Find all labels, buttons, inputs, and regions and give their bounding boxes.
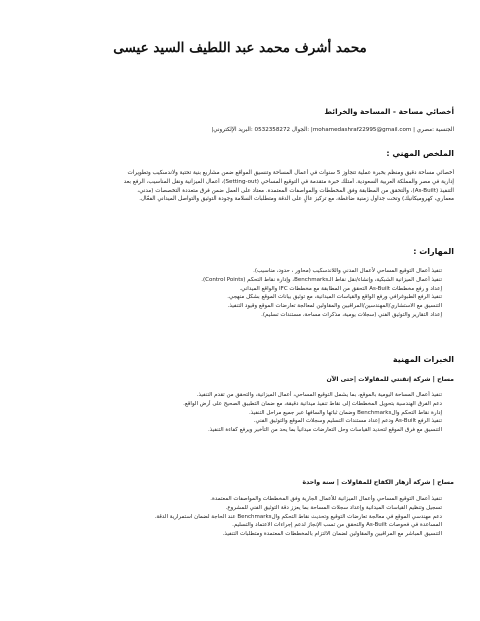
skill-item: تنفيذ أعمال الميزانية الشبكية، وإنشاء/نقل نقاط الـBenchmarks، وإدارة نقاط التحكم (Control Points). [26,276,442,285]
skills-heading-text: المهارات : [413,247,454,256]
job-title [26,107,454,116]
skills-heading [26,247,454,256]
job-1-duties [26,391,454,435]
job-1-title: مساح | شركة إتقنتي للمقاولات |حتى الآن [326,376,454,383]
duty-item: المساعدة في فحوصات As-Built والتحقق من تسب الإنجاز لدعم إجراءات الاعتماد والتسليم. [26,521,442,530]
experience-heading [26,355,454,364]
duty-item: التنسيق مع فرق الموقع لتحديد القياسات وحل التعارضات ميدانياً بما يحد من التأخير ويرفع كفاءة التنفيذ. [26,426,442,435]
skill-item: إعداد و رفع مخططات As-Built التحقق من المطابقة مع مخططات IFC والواقع الميداني. [26,285,442,294]
job-2-title: مساح | شركة أزهار الكفاح للمقاولات | سنة واحدة [302,479,454,486]
summary-line: التنفيذ (As-Built)، والتحقق من المطابقة وفق المخططات والمواصفات المعتمدة. معتاد على العمل ضمن فرق متعددة التخصصات (مدني، [137,187,454,194]
experience-heading-text: الخبرات المهنية [392,355,454,364]
summary-text [26,169,454,204]
summary-line: أخصائي مساحة دقيق ومنظم بخبرة عملية تتجاوز 5 سنوات في أعمال المساحة وتنسيق المواقع ضمن مشاريع بنية تحتية ولاندسكيب وتطويرات [127,170,454,176]
summary-line: إدارية في مصر والمملكة العربية السعودية. أمتلك خبرة متقدمة في التوقيع المساحي (Setting-out)، أعمال الميزانية ونقل المناسيب، الرفع بعد [123,178,454,185]
duty-item: تسجيل وتنظيم القياسات الميدانية وإعداد سجلات المساحة بما يعزز دقة التوثيق الفني للمشروع. [26,504,442,513]
skill-item: التنسيق مع الاستشاري/المهندسين/المراقبين والمقاولين لمعالجة تعارضات الموقع وقيود التنفيذ. [26,302,442,311]
candidate-name: محمد أشرف محمد عبد اللطيف السيد عيسى [113,40,367,56]
job-2 [26,479,454,486]
contact-text: الجنسية :مصري | mohamedashraf22995@gmail.com| :الجوال 0532358272 :البريد الإلكتروني| [211,127,454,133]
duty-item: إدارة نقاط التحكم والBenchmarks وضمان ثباتها والسافها عبر جميع مراحل التنفيذ. [26,409,442,418]
duty-item: تنفيذ الرفع As-Built ودعم إعداد مستندات التسليم وسجلات الموقع والتوثيق الفني. [26,417,442,426]
duty-item: تنفيذ أعمال المساحة اليومية بالموقع، بما يشمل التوقيع المساحي، أعمال الميزانية، والتحقق من تقدم التنفيذ. [26,391,442,400]
skill-item: تنفيذ أعمال التوقيع المساحي لأعمال المدني واللاندسكيب (محاور ، حدود، مناسيب). [26,267,442,276]
duty-item: دعم مهندسي الموقع في معالجة تعارضات التوقيع وتحديث نقاط التحكم والBenchmarks عند الحاجة لضمان استمرارية الدقة. [26,513,442,522]
skill-item: إعداد التقارير والتوثيق الفني (سجلات يومية، مذكرات مساحة، مستندات تسليم). [26,311,442,320]
job-2-duties [26,495,454,539]
summary-line: معماري، كهروميكانيك) وتحت جداول زمنية ضاغطة، مع تركيز عالٍ على الدقة ومتطلبات السلامة وجودة التوثيق والتواصل الميداني الفعّال. [139,196,454,203]
duty-item: التنسيق المباشر مع المراقبين والمقاولين لضمان الالتزام بالمخططات المعتمدة ومتطلبات التنفيذ. [26,530,442,539]
duty-item: دعم الفرق الهندسية بتحويل المخططات إلى نقاط تنفيذ ميدانية دقيقة، مع ضمان التطبيق الصحيح على أرض الواقع. [26,400,442,409]
summary-heading [26,149,454,158]
job-1 [26,376,454,383]
job-title-text: أخصائي مساحة - المساحة والخرائط [324,107,454,116]
summary-heading-text: الملخص المهني : [386,149,454,158]
skill-item: تنفيذ الرفع الطبوغرافي ورفع الواقع والقياسات الميدانية، مع توثيق بيانات الموقع بشكل منهجي. [26,293,442,302]
contact-line [26,126,454,135]
duty-item: تنفيذ أعمال التوقيع المساحي وأعمال الميزانية للأعمال الجارية وفق المخططات والمواصفات المعتمدة. [26,495,442,504]
skills-list [26,267,454,320]
